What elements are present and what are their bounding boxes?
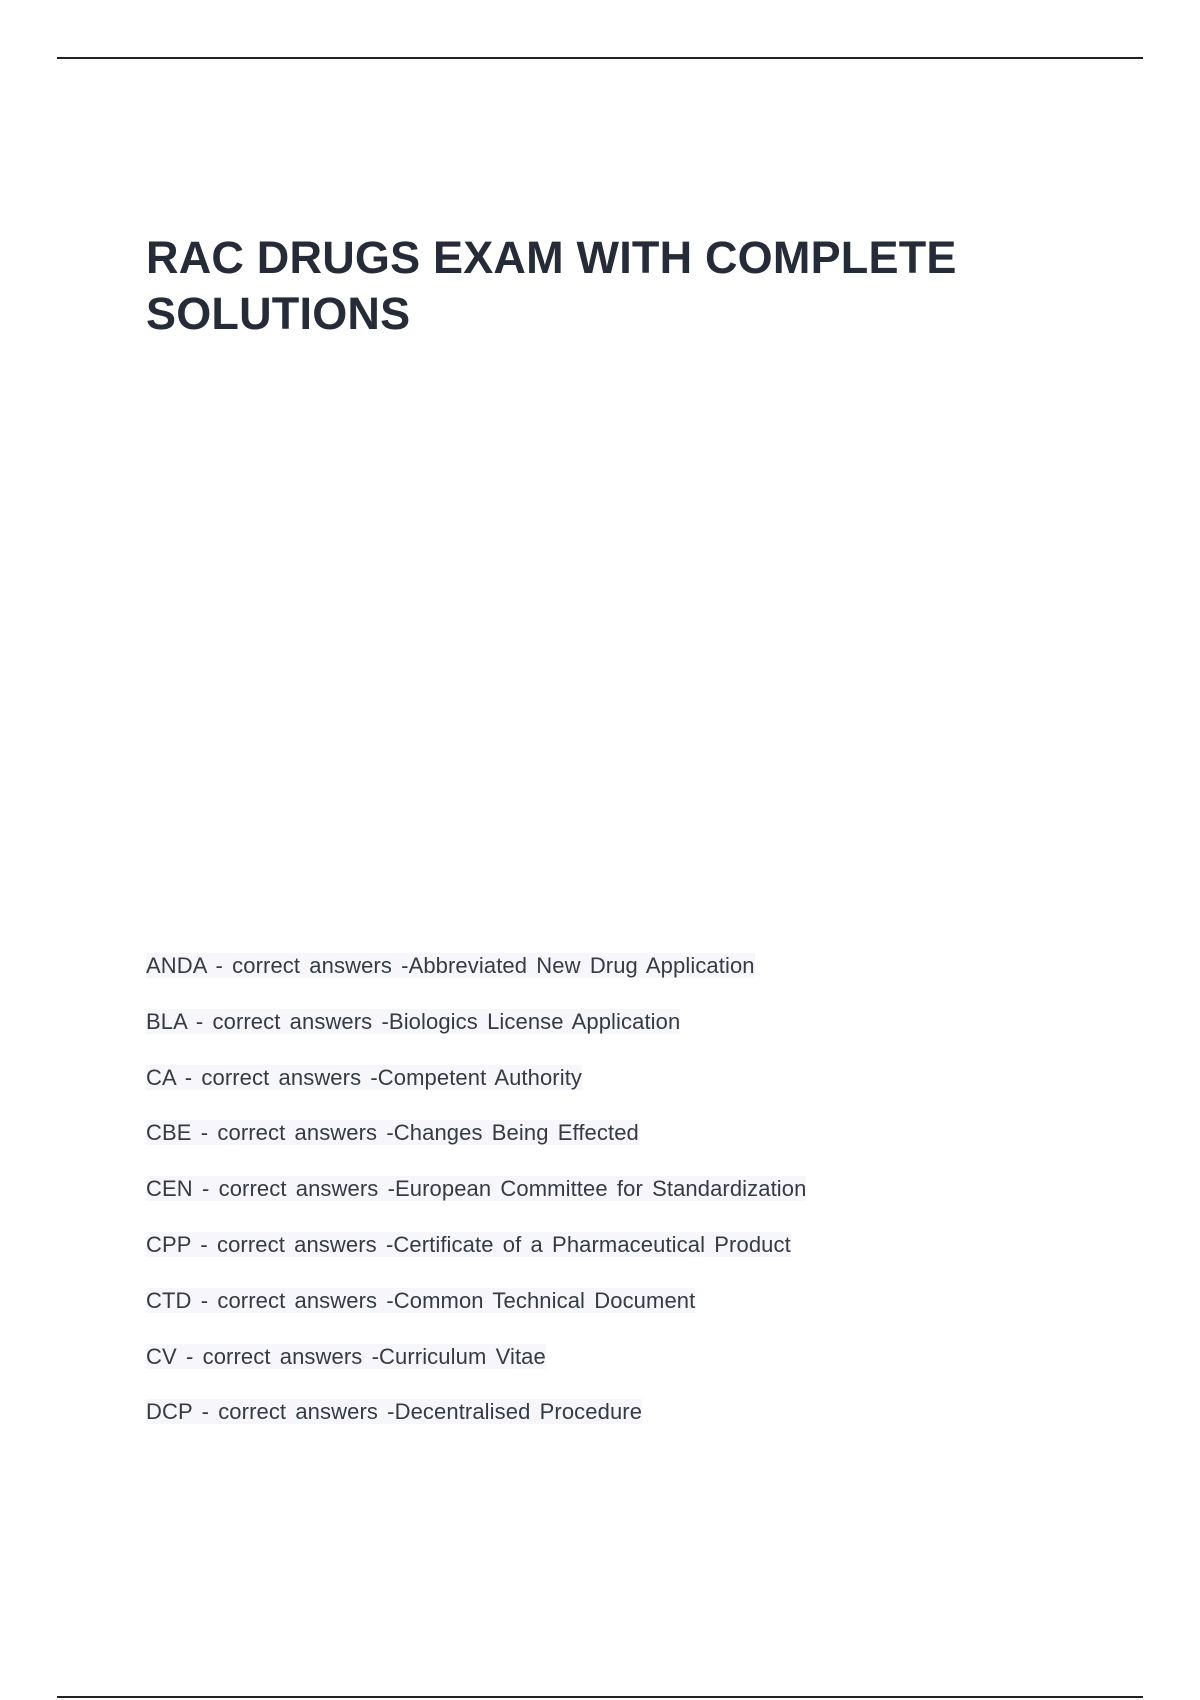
list-item — [146, 1062, 1106, 1118]
bottom-rule — [57, 1696, 1143, 1698]
list-item-text: CPP - correct answers -Certificate of a Pharmaceutical Product — [146, 1231, 791, 1257]
top-rule — [57, 57, 1143, 59]
list-item — [146, 1173, 1106, 1229]
list-item — [146, 1006, 1106, 1062]
list-item-text: CA - correct answers -Competent Authority — [146, 1064, 583, 1090]
list-item — [146, 950, 1106, 1006]
list-item-text: CV - correct answers -Curriculum Vitae — [146, 1343, 546, 1369]
qa-list — [146, 950, 1106, 1452]
list-item-text: BLA - correct answers -Biologics License Application — [146, 1008, 681, 1034]
list-item-text: DCP - correct answers -Decentralised Procedure — [146, 1399, 643, 1425]
list-item — [146, 1341, 1106, 1397]
document-title: RAC DRUGS EXAM WITH COMPLETE SOLUTIONS — [146, 232, 957, 339]
list-item — [146, 1117, 1106, 1173]
list-item — [146, 1396, 1106, 1452]
list-item — [146, 1285, 1106, 1341]
list-item-text: ANDA - correct answers -Abbreviated New Drug Application — [146, 953, 755, 978]
list-item — [146, 1229, 1106, 1285]
list-item-text: CTD - correct answers -Common Technical Document — [146, 1287, 696, 1313]
list-item-text: CBE - correct answers -Changes Being Effected — [146, 1120, 639, 1146]
list-item-text: CEN - correct answers -European Committee for Standardization — [146, 1176, 807, 1202]
